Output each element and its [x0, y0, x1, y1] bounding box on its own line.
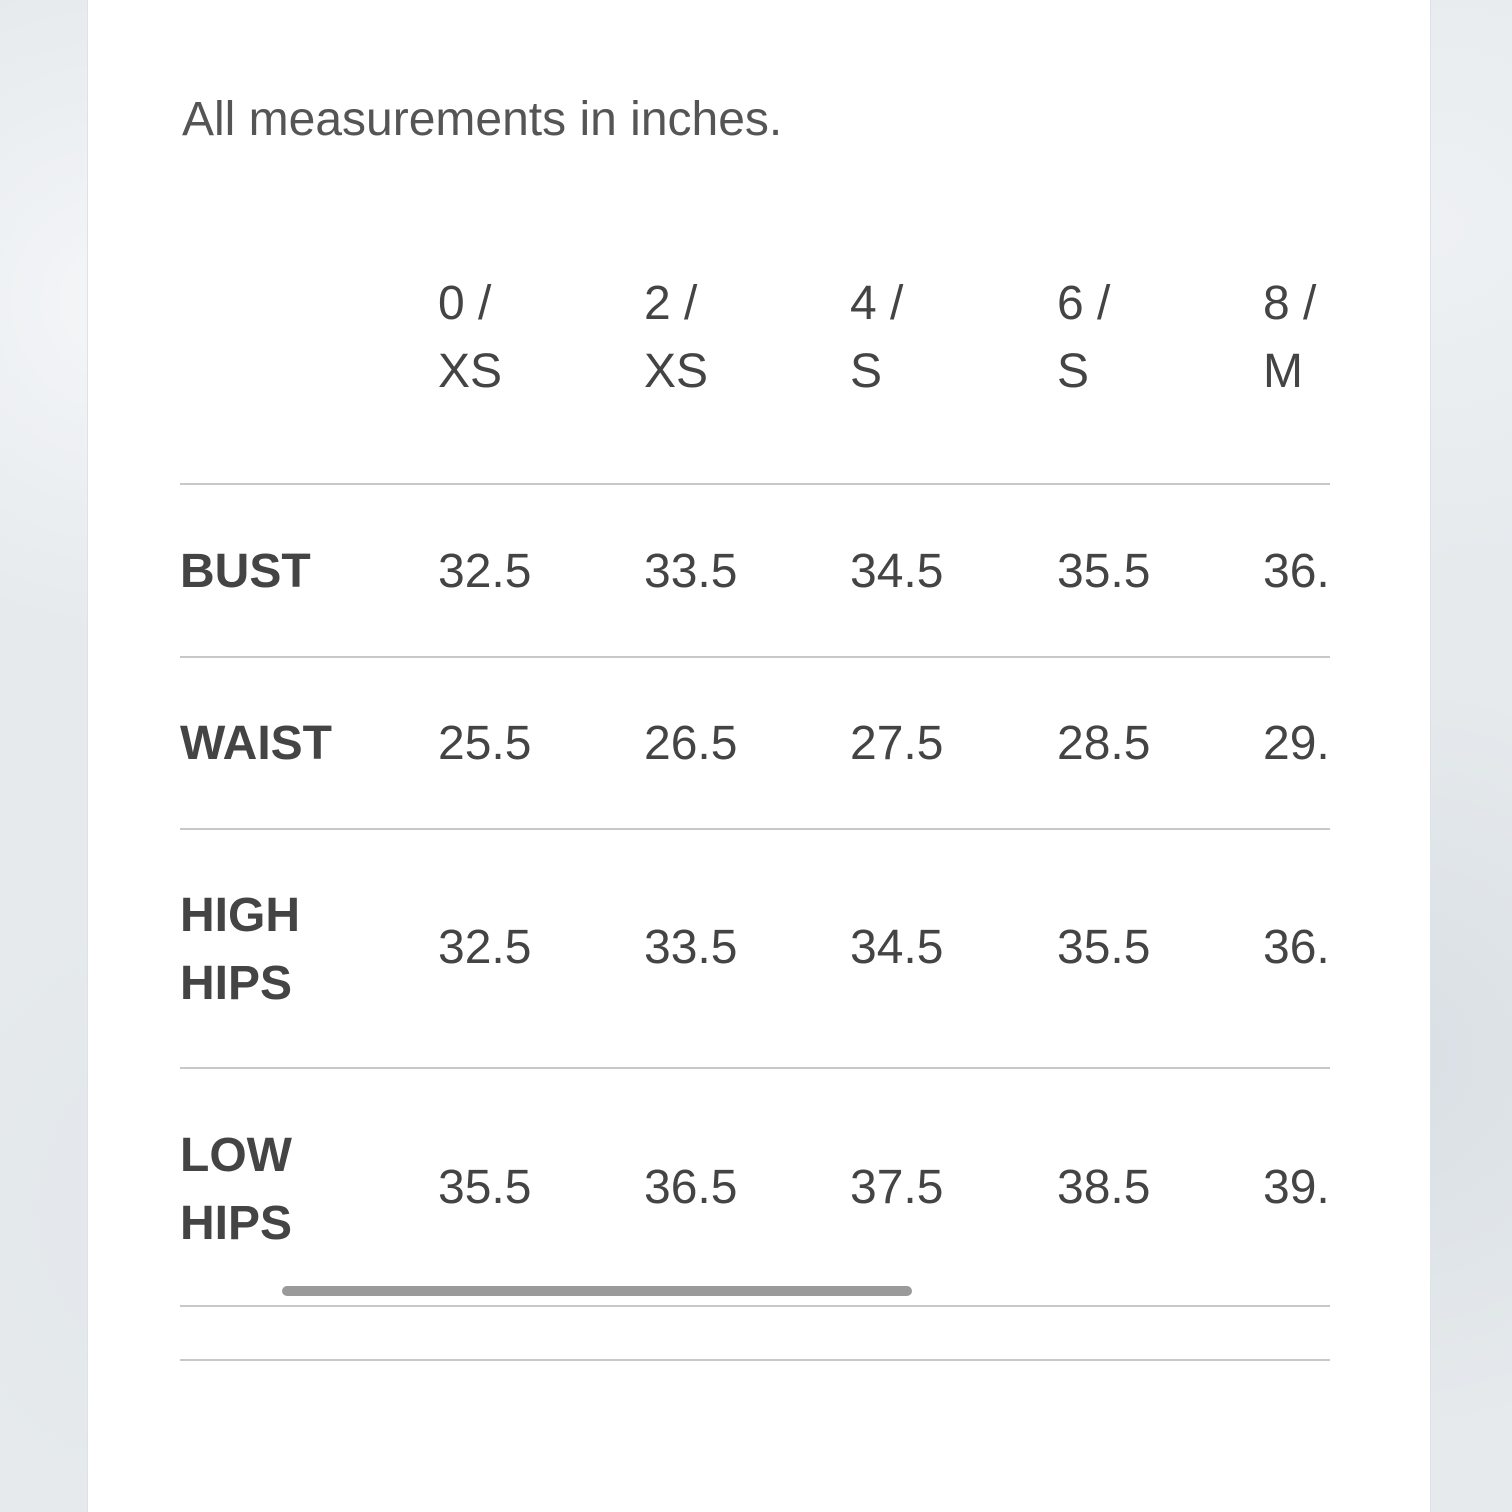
table-cell: 33.5 [644, 545, 738, 598]
size-header-6 [1057, 270, 1110, 406]
row-label-waist: WAIST [180, 717, 332, 770]
table-cell: 39. [1263, 1161, 1330, 1214]
table-cell: 36. [1263, 545, 1330, 598]
size-header-8 [1263, 270, 1316, 406]
row-divider [180, 828, 1330, 830]
size-letter: XS [644, 345, 709, 398]
size-number: 8 / [1263, 277, 1317, 330]
row-divider [180, 1359, 1330, 1361]
table-cell: 36.5 [644, 1161, 738, 1214]
table-cell: 35.5 [1057, 545, 1151, 598]
row-label-bust: BUST [180, 545, 311, 598]
size-header-4 [850, 270, 903, 406]
table-cell: 34.5 [850, 545, 944, 598]
table-cell: 35.5 [438, 1161, 532, 1214]
table-cell: 29. [1263, 717, 1330, 770]
row-divider [180, 656, 1330, 658]
size-letter: S [850, 345, 883, 398]
size-header-0 [438, 270, 502, 406]
size-letter: M [1263, 345, 1303, 398]
size-chart-panel [88, 0, 1430, 1512]
row-divider [180, 1067, 1330, 1069]
horizontal-scrollbar[interactable] [282, 1286, 912, 1296]
size-header-2 [644, 270, 708, 406]
table-cell: 32.5 [438, 545, 532, 598]
row-divider [180, 483, 1330, 485]
row-label-low-hips: LOW HIPS [180, 1129, 293, 1250]
table-cell: 36. [1263, 921, 1330, 974]
row-divider [180, 1305, 1330, 1307]
size-letter: XS [438, 345, 503, 398]
table-cell: 38.5 [1057, 1161, 1151, 1214]
size-number: 4 / [850, 277, 904, 330]
table-cell: 34.5 [850, 921, 944, 974]
size-table-scroll-area[interactable] [180, 250, 1330, 1370]
table-cell: 32.5 [438, 921, 532, 974]
table-cell: 25.5 [438, 717, 532, 770]
size-letter: S [1057, 345, 1090, 398]
measurement-note: All measurements in inches. [182, 93, 783, 146]
size-number: 0 / [438, 277, 492, 330]
table-cell: 28.5 [1057, 717, 1151, 770]
table-cell: 35.5 [1057, 921, 1151, 974]
size-number: 6 / [1057, 277, 1111, 330]
size-number: 2 / [644, 277, 698, 330]
table-cell: 33.5 [644, 921, 738, 974]
table-cell: 27.5 [850, 717, 944, 770]
table-cell: 37.5 [850, 1161, 944, 1214]
table-cell: 26.5 [644, 717, 738, 770]
row-label-high-hips: HIGH HIPS [180, 889, 300, 1010]
